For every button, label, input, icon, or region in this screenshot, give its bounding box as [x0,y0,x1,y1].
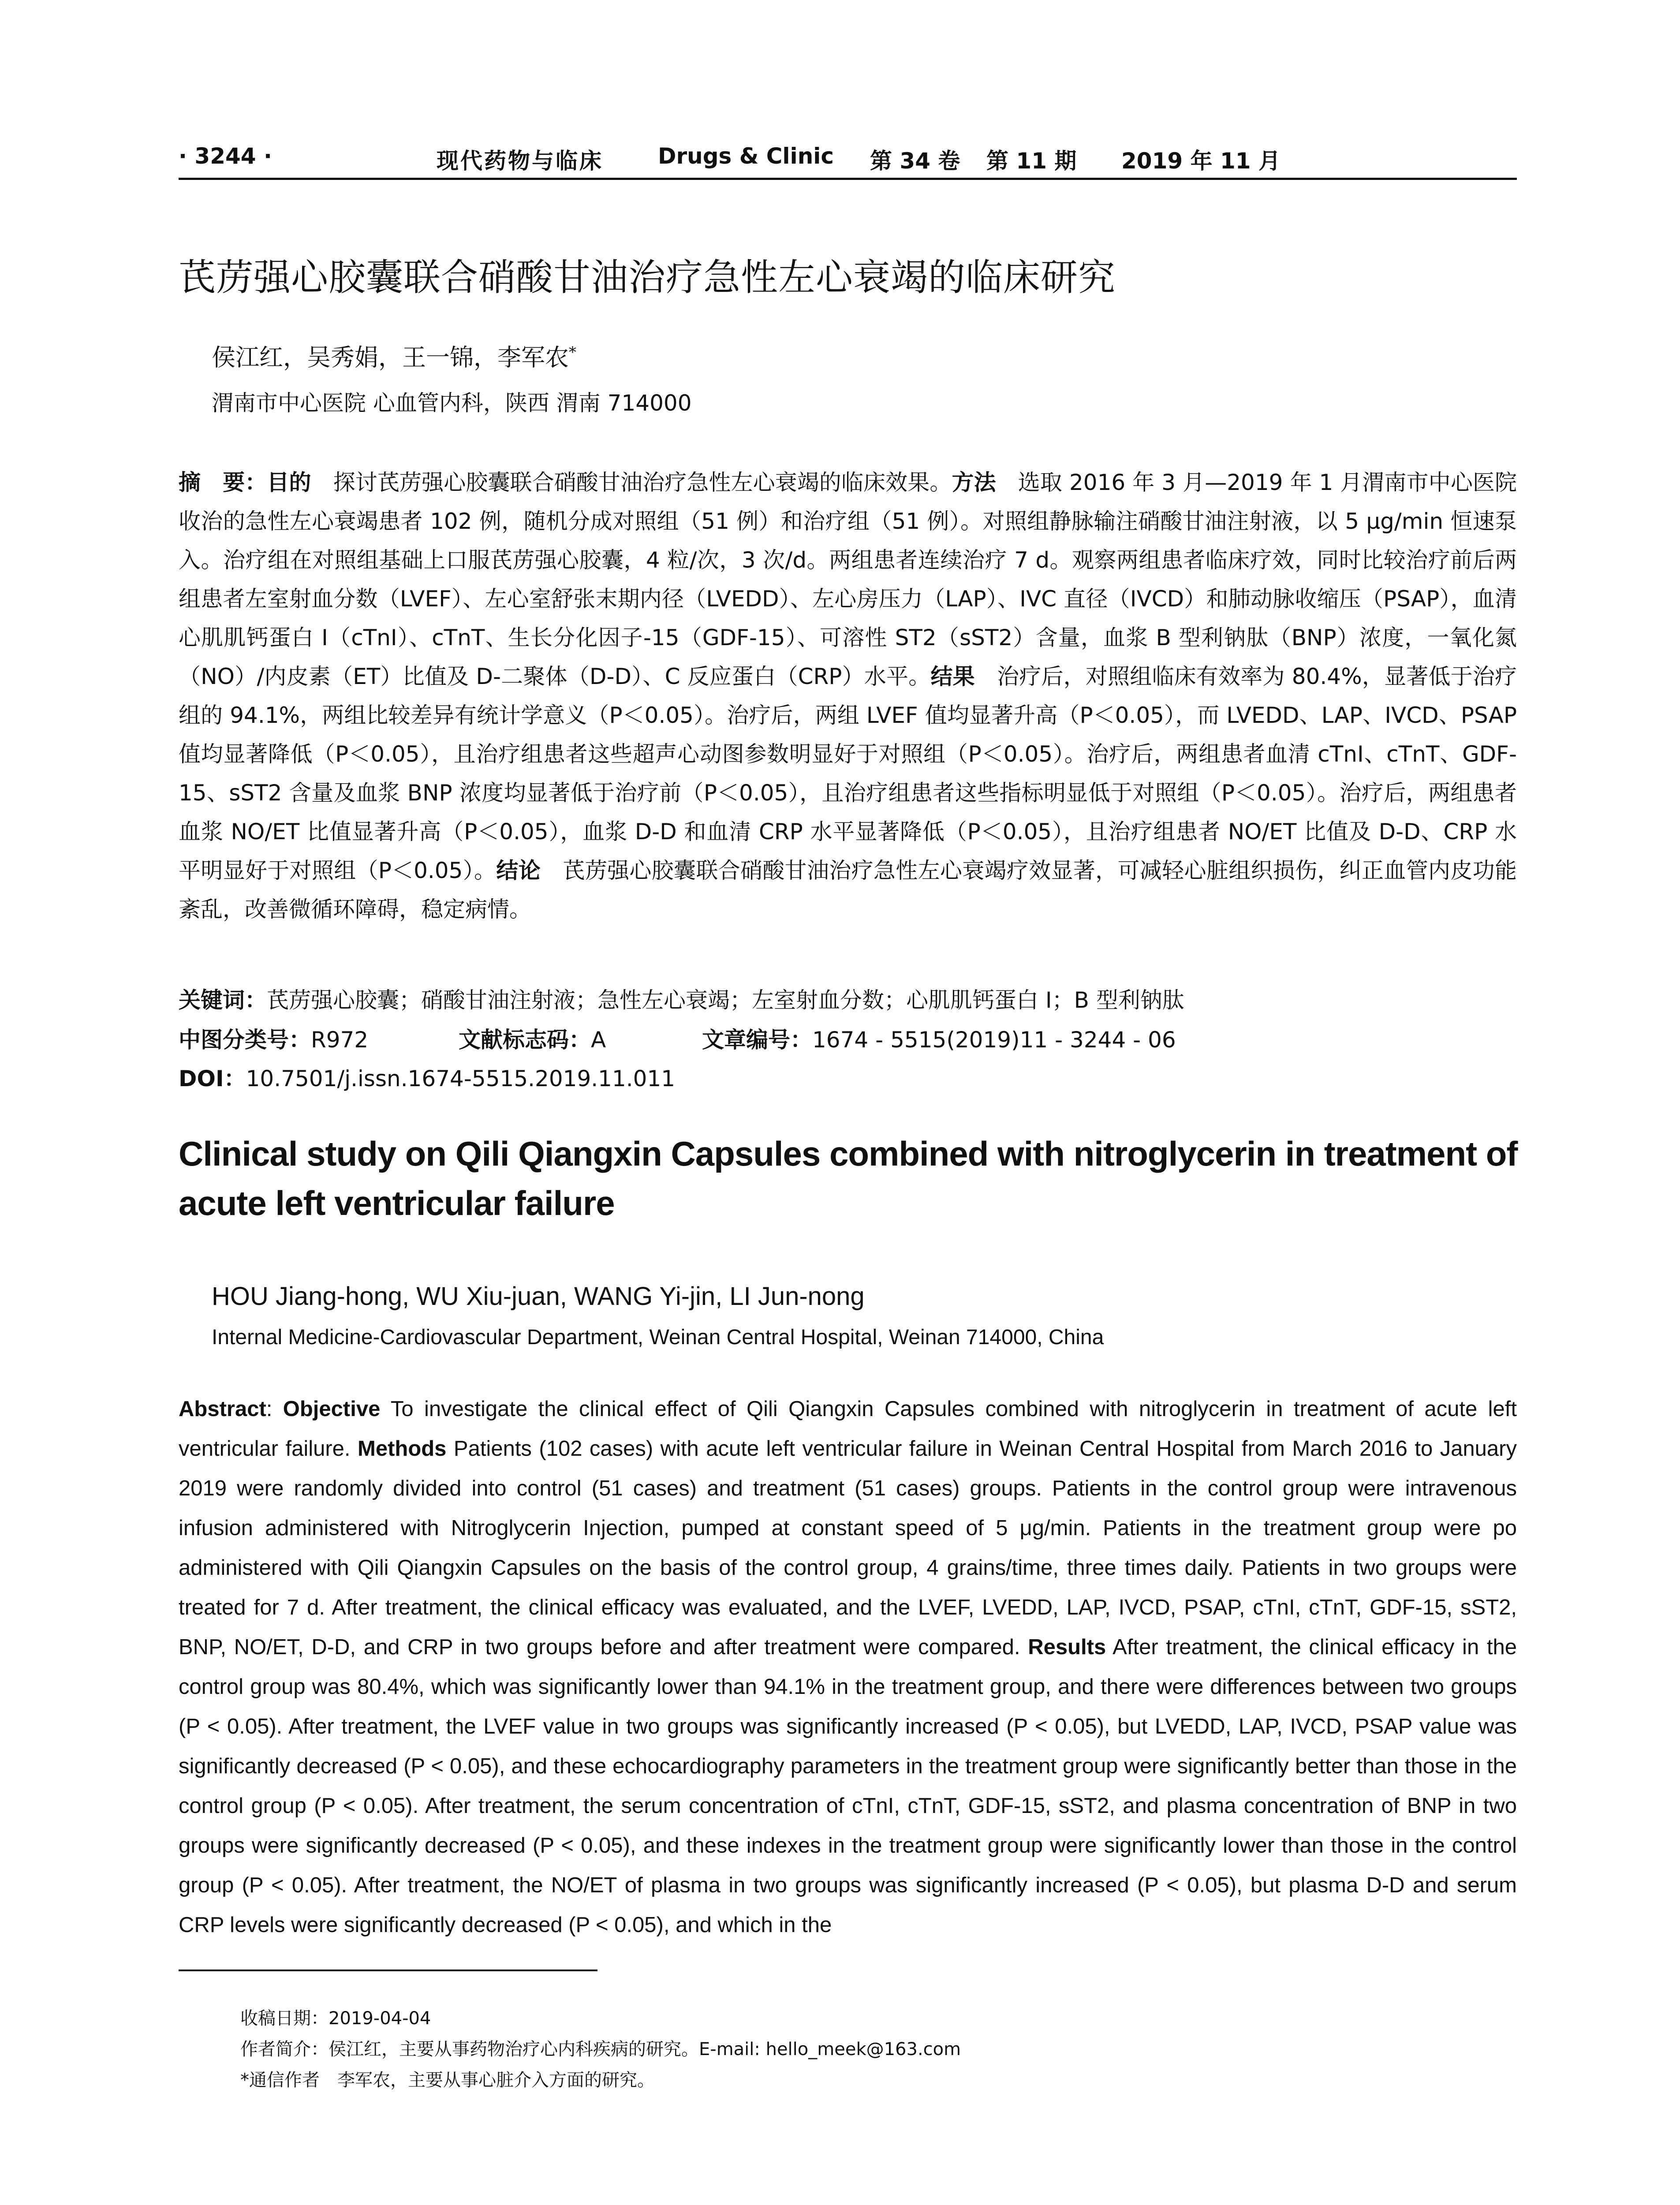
abstract-label-en: Abstract [179,1397,266,1421]
methods-label: 方法 [952,470,996,495]
corresponding-author-mark: * [569,344,576,361]
conclusion-text: 芪苈强心胶囊联合硝酸甘油治疗急性左心衰竭疗效显著，可减轻心脏组织损伤，纠正血管内皮功能紊乱，改善微循环障碍，稳定病情。 [179,858,1517,922]
keywords-label: 关键词： [179,987,267,1013]
received-date: 收稿日期：2019-04-04 [240,2008,431,2029]
doi [179,1061,675,1093]
issue: 第 11 期 [986,148,1077,174]
chinese-abstract [179,463,1517,929]
english-abstract: Abstract: Objective To investigate the clinical effect of Qili Qiangxin Capsules combined with nitroglycerin in treatment of acute left ventricular failure. Methods Patients (102 cases) with acute left ventricular failure in Weinan Central Hospital from March 2016 to January 2019 were randomly divided into control (51 cases) and treatment (51 cases) groups. Patients in the control group were intravenous infusion administered with Nitroglycerin Injection, pumped at constant speed of 5 μg/min. Patients in the treatment group were po administered with Qili Qiangxin Capsules on the basis of the control group, 4 grains/time, three times daily. Patients in two groups were treated for 7 d. After treatment, the clinical efficacy was evaluated, and the LVEF, LVEDD, LAP, IVCD, PSAP, cTnI, cTnT, GDF-15, sST2, BNP, NO/ET, D-D, and CRP in two groups before and after treatment were compared. Results After treatment, the clinical efficacy in the control group was 80.4%, which was significantly lower than 94.1% in the treatment group, and there were differences between two groups (P < 0.05). After treatment, the LVEF value in two groups was significantly increased (P < 0.05), but LVEDD, LAP, IVCD, PSAP value was significantly decreased (P < 0.05), and these echocardiography parameters in the treatment group were significantly better than those in the control group (P < 0.05). After treatment, the serum concentration of cTnI, cTnT, GDF-15, sST2, and plasma concentration of BNP in two groups were significantly decreased (P < 0.05), and these indexes in the treatment group were significantly lower than those in the control group (P < 0.05). After treatment, the NO/ET of plasma in two groups was significantly increased (P < 0.05), but plasma D-D and serum CRP levels were significantly decreased (P < 0.05), and which in the [179,1397,1517,1937]
issue-date: 2019 年 11 月 [1121,148,1281,174]
methods-text-en: Patients (102 cases) with acute left ventricular failure in Weinan Central Hospital from March 2016 to January 2019 were randomly divided into control (51 cases) and treatment (51 cases) groups. Patients in the control group were intravenous infusion administered with Nitroglycerin Injection, pumped at constant speed of 5 μg/min. Patients in the treatment group were po administered with Qili Qiangxin Capsules on the basis of the control group, 4 grains/time, three times daily. Patients in two groups were treated for 7 d. After treatment, the clinical efficacy was evaluated, and the LVEF, LVEDD, LAP, IVCD, PSAP, cTnI, cTnT, GDF-15, sST2, BNP, NO/ET, D-D, and CRP in two groups before and after treatment were compared. [179,1437,1517,1659]
objective-text-en: To investigate the clinical effect of Qili Qiangxin Capsules combined with nitroglycerin in treatment of acute left ventricular failure. [179,1397,1517,1461]
page-number: · 3244 · [179,143,272,169]
results-text: 治疗后，对照组临床有效率为 80.4%，显著低于治疗组的 94.1%，两组比较差异有统计学意义（P＜0.05）。治疗后，两组 LVEF 值均显著升高（P＜0.05），而 LVEDD、LAP、IVCD、PSAP 值均显著降低（P＜0.05），且治疗组患者这些超声心动图参数明显好于对照组（P＜0.05）。治疗后，两组患者血清 cTnI、cTnT、GDF-15、sST2 含量及血浆 BNP 浓度均显著低于治疗前（P＜0.05），且治疗组患者这些指标明显低于对照组（P＜0.05）。治疗后，两组患者血浆 NO/ET 比值显著升高（P＜0.05），血浆 D-D 和血清 CRP 水平显著降低（P＜0.05），且治疗组患者 NO/ET 比值及 D-D、CRP 水平明显好于对照组（P＜0.05）。 [179,664,1517,883]
abstract-label: 摘 要： [179,470,267,495]
chinese-title: 芪苈强心胶囊联合硝酸甘油治疗急性左心衰竭的临床研究 [179,256,1116,299]
footnote-divider [179,1970,597,1971]
results-label: 结果 [930,664,975,689]
corresponding-author: *通信作者 李军农，主要从事心脏介入方面的研究。 [240,2070,655,2090]
journal-name-en: Drugs & Clinic [658,143,834,169]
methods-label-en: Methods [358,1437,447,1461]
objective-label-en: Objective [283,1397,381,1421]
running-header [179,143,1519,175]
doi-value: 10.7501/j.issn.1674-5515.2019.11.011 [246,1066,676,1091]
author-names: 侯江红，吴秀娟，王一锦，李军农 [212,344,569,371]
journal-name-cn: 现代药物与临床 [437,148,603,174]
author-bio: 作者简介：侯江红，主要从事药物治疗心内科疾病的研究。E-mail: hello_meek@163.com [240,2039,961,2059]
chinese-authors [212,339,576,373]
keywords-text: 芪苈强心胶囊；硝酸甘油注射液；急性左心衰竭；左室射血分数；心肌肌钙蛋白 I；B 型利钠肽 [267,987,1184,1013]
keywords [179,983,1184,1014]
english-affiliation: Internal Medicine-Cardiovascular Department, Weinan Central Hospital, Weinan 714000, China [212,1326,1104,1349]
chinese-affiliation: 渭南市中心医院 心血管内科，陕西 渭南 714000 [212,390,692,416]
article-number: 文章编号：1674 - 5515(2019)11 - 3244 - 06 [702,1027,1176,1053]
results-text-en: After treatment, the clinical efficacy in the control group was 80.4%, which was significantly lower than 94.1% in the treatment group, and there were differences between two groups (P < 0.05). After treatment, the LVEF value in two groups was significantly increased (P < 0.05), but LVEDD, LAP, IVCD, PSAP value was significantly decreased (P < 0.05), and these echocardiography parameters in the treatment group were significantly better than those in the control group (P < 0.05). After treatment, the serum concentration of cTnI, cTnT, GDF-15, sST2, and plasma concentration of BNP in two groups were significantly decreased (P < 0.05), and these indexes in the treatment group were significantly lower than those in the control group (P < 0.05). After treatment, the NO/ET of plasma in two groups was significantly increased (P < 0.05), but plasma D-D and serum CRP levels were significantly decreased (P < 0.05), and which in the [179,1635,1517,1937]
methods-text: 选取 2016 年 3 月—2019 年 1 月渭南市中心医院收治的急性左心衰竭患者 102 例，随机分成对照组（51 例）和治疗组（51 例）。对照组静脉输注硝酸甘油注射液，以 5 μg/min 恒速泵入。治疗组在对照组基础上口服芪苈强心胶囊，4 粒/次，3 次/d。两组患者连续治疗 7 d。观察两组患者临床疗效，同时比较治疗前后两组患者左室射血分数（LVEF）、左心室舒张末期内径（LVEDD）、左心房压力（LAP）、IVC 直径（IVCD）和肺动脉收缩压（PSAP），血清心肌肌钙蛋白 I（cTnI）、cTnT、生长分化因子-15（GDF-15）、可溶性 ST2（sST2）含量，血浆 B 型利钠肽（BNP）浓度，一氧化氮（NO）/内皮素（ET）比值及 D-二聚体（D-D）、C 反应蛋白（CRP）水平。 [179,470,1517,689]
doi-label: DOI： [179,1066,246,1091]
english-authors: HOU Jiang-hong, WU Xiu-juan, WANG Yi-jin, LI Jun-nong [212,1282,865,1311]
results-label-en: Results [1028,1635,1106,1659]
conclusion-label: 结论 [496,858,541,883]
objective-text: 探讨芪苈强心胶囊联合硝酸甘油治疗急性左心衰竭的临床效果。 [311,470,952,495]
english-title: Clinical study on Qili Qiangxin Capsules combined with nitroglycerin in treatment of acute left ventricular failure [179,1134,1518,1222]
volume: 第 34 卷 [870,148,960,174]
objective-label: 目的 [267,470,311,495]
classification-number: 中图分类号：R972 [179,1027,369,1053]
document-code: 文献标志码：A [459,1027,606,1053]
header-divider [179,178,1517,180]
